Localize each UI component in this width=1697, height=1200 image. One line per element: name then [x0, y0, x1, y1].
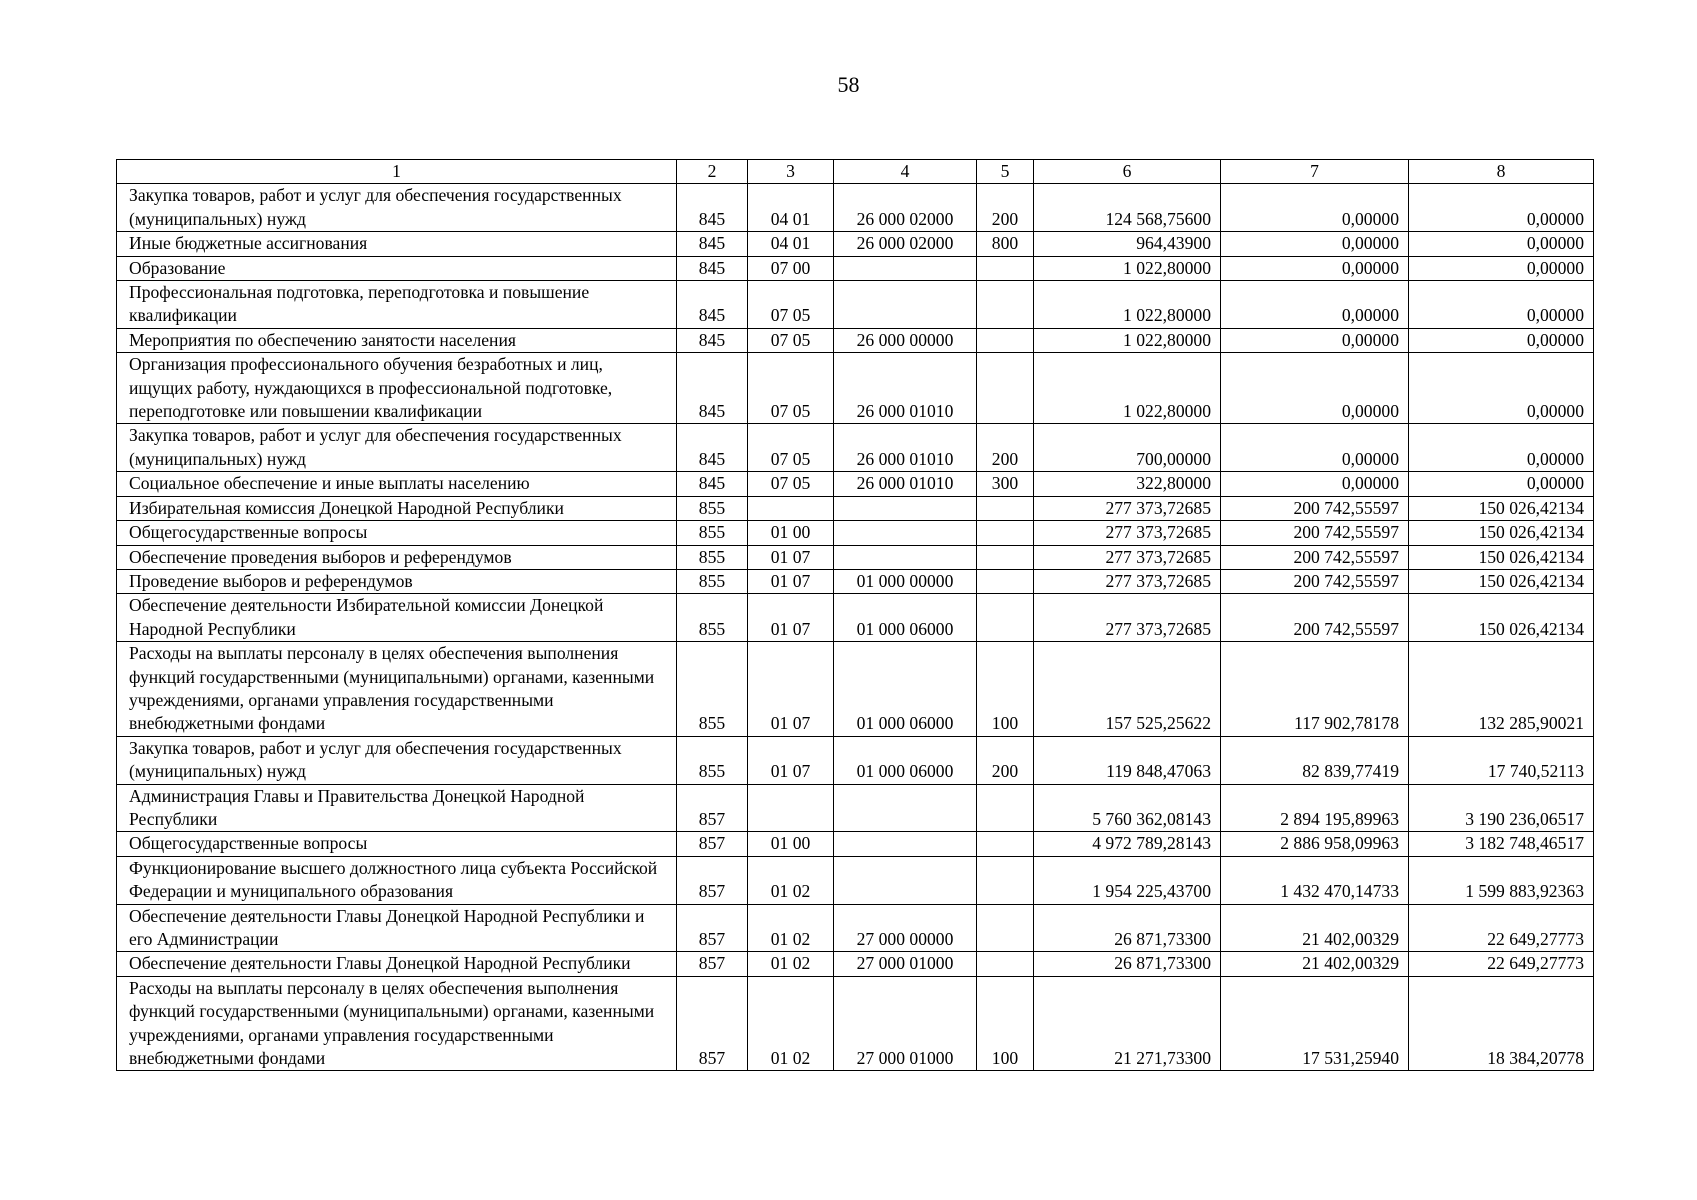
row-value-7-cell: 21 402,00329 — [1221, 904, 1409, 952]
row-value-6-cell: 119 848,47063 — [1034, 736, 1221, 784]
row-code-cell: 845 — [677, 424, 748, 472]
row-code-cell: 855 — [677, 642, 748, 737]
table-row — [117, 281, 1594, 329]
table-row — [117, 904, 1594, 952]
row-value-8-cell: 150 026,42134 — [1409, 521, 1594, 545]
row-expense-type-cell — [977, 784, 1034, 832]
row-article-cell — [834, 832, 977, 856]
row-section-cell: 04 01 — [748, 232, 834, 256]
row-value-8-cell: 0,00000 — [1409, 281, 1594, 329]
row-section-cell: 01 00 — [748, 521, 834, 545]
row-value-6-cell: 1 022,80000 — [1034, 328, 1221, 352]
row-section-cell: 01 07 — [748, 642, 834, 737]
row-name-cell: Иные бюджетные ассигнования — [117, 232, 677, 256]
row-value-6-cell: 26 871,73300 — [1034, 904, 1221, 952]
row-code-cell: 857 — [677, 856, 748, 904]
row-article-cell: 26 000 02000 — [834, 232, 977, 256]
row-expense-type-cell: 200 — [977, 184, 1034, 232]
row-article-cell — [834, 784, 977, 832]
row-value-7-cell: 0,00000 — [1221, 353, 1409, 424]
column-header: 5 — [977, 160, 1034, 184]
row-expense-type-cell — [977, 256, 1034, 280]
row-section-cell: 01 07 — [748, 569, 834, 593]
row-expense-type-cell — [977, 904, 1034, 952]
row-code-cell: 845 — [677, 353, 748, 424]
row-name-cell: Закупка товаров, работ и услуг для обеспечения государственных (муниципальных) нужд — [117, 424, 677, 472]
row-expense-type-cell — [977, 521, 1034, 545]
table-row — [117, 545, 1594, 569]
row-name-cell: Обеспечение деятельности Главы Донецкой Народной Республики — [117, 952, 677, 976]
row-name-cell: Обеспечение проведения выборов и референдумов — [117, 545, 677, 569]
table-row — [117, 594, 1594, 642]
row-article-cell — [834, 856, 977, 904]
row-code-cell: 845 — [677, 328, 748, 352]
row-value-6-cell: 700,00000 — [1034, 424, 1221, 472]
row-section-cell: 01 00 — [748, 832, 834, 856]
table-row — [117, 784, 1594, 832]
row-expense-type-cell — [977, 328, 1034, 352]
row-section-cell: 04 01 — [748, 184, 834, 232]
table-header-row — [117, 160, 1594, 184]
row-value-8-cell: 22 649,27773 — [1409, 904, 1594, 952]
row-expense-type-cell: 800 — [977, 232, 1034, 256]
column-header: 7 — [1221, 160, 1409, 184]
row-expense-type-cell: 200 — [977, 736, 1034, 784]
row-code-cell: 857 — [677, 976, 748, 1071]
page-number: 58 — [837, 72, 860, 97]
row-value-7-cell: 200 742,55597 — [1221, 521, 1409, 545]
row-value-7-cell: 0,00000 — [1221, 472, 1409, 496]
row-section-cell: 07 05 — [748, 424, 834, 472]
row-name-cell: Социальное обеспечение и иные выплаты населению — [117, 472, 677, 496]
row-value-7-cell: 21 402,00329 — [1221, 952, 1409, 976]
row-article-cell — [834, 521, 977, 545]
row-code-cell: 855 — [677, 496, 748, 520]
row-expense-type-cell — [977, 832, 1034, 856]
table-row — [117, 232, 1594, 256]
table-row — [117, 952, 1594, 976]
row-value-6-cell: 157 525,25622 — [1034, 642, 1221, 737]
row-code-cell: 845 — [677, 472, 748, 496]
table-row — [117, 472, 1594, 496]
column-header: 3 — [748, 160, 834, 184]
row-code-cell: 857 — [677, 832, 748, 856]
row-code-cell: 845 — [677, 184, 748, 232]
table-row — [117, 569, 1594, 593]
row-value-7-cell: 200 742,55597 — [1221, 569, 1409, 593]
row-section-cell: 01 02 — [748, 904, 834, 952]
row-section-cell: 01 02 — [748, 856, 834, 904]
column-header: 2 — [677, 160, 748, 184]
row-value-7-cell: 0,00000 — [1221, 328, 1409, 352]
row-value-8-cell: 150 026,42134 — [1409, 545, 1594, 569]
row-section-cell: 01 07 — [748, 594, 834, 642]
row-name-cell: Функционирование высшего должностного лица субъекта Российской Федерации и муниципального образования — [117, 856, 677, 904]
row-section-cell: 01 02 — [748, 952, 834, 976]
row-expense-type-cell — [977, 569, 1034, 593]
row-expense-type-cell — [977, 545, 1034, 569]
row-value-8-cell: 0,00000 — [1409, 424, 1594, 472]
row-value-7-cell: 0,00000 — [1221, 184, 1409, 232]
row-expense-type-cell: 300 — [977, 472, 1034, 496]
row-value-7-cell: 82 839,77419 — [1221, 736, 1409, 784]
row-section-cell — [748, 496, 834, 520]
row-value-7-cell: 0,00000 — [1221, 281, 1409, 329]
row-value-6-cell: 322,80000 — [1034, 472, 1221, 496]
row-expense-type-cell — [977, 952, 1034, 976]
row-value-7-cell: 200 742,55597 — [1221, 545, 1409, 569]
row-name-cell: Закупка товаров, работ и услуг для обеспечения государственных (муниципальных) нужд — [117, 736, 677, 784]
row-code-cell: 855 — [677, 569, 748, 593]
row-section-cell: 07 00 — [748, 256, 834, 280]
row-value-8-cell: 150 026,42134 — [1409, 569, 1594, 593]
row-name-cell: Проведение выборов и референдумов — [117, 569, 677, 593]
row-article-cell: 26 000 01010 — [834, 424, 977, 472]
row-code-cell: 855 — [677, 736, 748, 784]
row-code-cell: 857 — [677, 784, 748, 832]
row-article-cell — [834, 281, 977, 329]
row-article-cell — [834, 545, 977, 569]
row-code-cell: 855 — [677, 521, 748, 545]
row-value-8-cell: 0,00000 — [1409, 184, 1594, 232]
row-value-8-cell: 22 649,27773 — [1409, 952, 1594, 976]
row-value-7-cell: 17 531,25940 — [1221, 976, 1409, 1071]
row-value-7-cell: 200 742,55597 — [1221, 594, 1409, 642]
row-name-cell: Избирательная комиссия Донецкой Народной Республики — [117, 496, 677, 520]
row-name-cell: Обеспечение деятельности Избирательной комиссии Донецкой Народной Республики — [117, 594, 677, 642]
row-name-cell: Образование — [117, 256, 677, 280]
row-article-cell: 27 000 01000 — [834, 952, 977, 976]
row-value-8-cell: 18 384,20778 — [1409, 976, 1594, 1071]
row-value-7-cell: 2 886 958,09963 — [1221, 832, 1409, 856]
row-value-7-cell: 117 902,78178 — [1221, 642, 1409, 737]
row-value-8-cell: 3 190 236,06517 — [1409, 784, 1594, 832]
row-name-cell: Мероприятия по обеспечению занятости населения — [117, 328, 677, 352]
row-value-6-cell: 1 022,80000 — [1034, 353, 1221, 424]
row-value-7-cell: 1 432 470,14733 — [1221, 856, 1409, 904]
row-expense-type-cell — [977, 281, 1034, 329]
row-value-6-cell: 277 373,72685 — [1034, 545, 1221, 569]
table-row — [117, 184, 1594, 232]
row-name-cell: Закупка товаров, работ и услуг для обеспечения государственных (муниципальных) нужд — [117, 184, 677, 232]
row-expense-type-cell — [977, 594, 1034, 642]
row-name-cell: Общегосударственные вопросы — [117, 832, 677, 856]
row-value-6-cell: 277 373,72685 — [1034, 496, 1221, 520]
column-header: 6 — [1034, 160, 1221, 184]
row-name-cell: Обеспечение деятельности Главы Донецкой Народной Республики и его Администрации — [117, 904, 677, 952]
row-value-8-cell: 1 599 883,92363 — [1409, 856, 1594, 904]
row-value-6-cell: 1 954 225,43700 — [1034, 856, 1221, 904]
row-article-cell: 27 000 01000 — [834, 976, 977, 1071]
row-value-6-cell: 124 568,75600 — [1034, 184, 1221, 232]
row-expense-type-cell — [977, 496, 1034, 520]
table-body — [117, 184, 1594, 1071]
table-row — [117, 856, 1594, 904]
row-article-cell: 27 000 00000 — [834, 904, 977, 952]
row-name-cell: Организация профессионального обучения безработных и лиц, ищущих работу, нуждающихся в профессиональной подготовке, переподготовке или повышении квалификации — [117, 353, 677, 424]
row-value-6-cell: 26 871,73300 — [1034, 952, 1221, 976]
row-expense-type-cell: 100 — [977, 976, 1034, 1071]
row-value-8-cell: 17 740,52113 — [1409, 736, 1594, 784]
row-name-cell: Администрация Главы и Правительства Донецкой Народной Республики — [117, 784, 677, 832]
row-value-8-cell: 150 026,42134 — [1409, 496, 1594, 520]
row-value-6-cell: 1 022,80000 — [1034, 256, 1221, 280]
table-row — [117, 496, 1594, 520]
table-row — [117, 976, 1594, 1071]
table-row — [117, 256, 1594, 280]
row-article-cell: 26 000 01010 — [834, 353, 977, 424]
budget-table — [116, 159, 1594, 1071]
row-section-cell: 07 05 — [748, 353, 834, 424]
row-section-cell: 01 07 — [748, 545, 834, 569]
row-value-7-cell: 0,00000 — [1221, 424, 1409, 472]
row-value-6-cell: 21 271,73300 — [1034, 976, 1221, 1071]
row-value-8-cell: 0,00000 — [1409, 472, 1594, 496]
row-article-cell: 26 000 01010 — [834, 472, 977, 496]
row-article-cell: 01 000 00000 — [834, 569, 977, 593]
row-value-8-cell: 132 285,90021 — [1409, 642, 1594, 737]
row-code-cell: 855 — [677, 594, 748, 642]
row-code-cell: 845 — [677, 256, 748, 280]
row-value-6-cell: 4 972 789,28143 — [1034, 832, 1221, 856]
row-expense-type-cell: 200 — [977, 424, 1034, 472]
row-value-7-cell: 200 742,55597 — [1221, 496, 1409, 520]
row-name-cell: Общегосударственные вопросы — [117, 521, 677, 545]
row-value-6-cell: 277 373,72685 — [1034, 521, 1221, 545]
row-value-8-cell: 0,00000 — [1409, 353, 1594, 424]
row-value-7-cell: 2 894 195,89963 — [1221, 784, 1409, 832]
row-code-cell: 855 — [677, 545, 748, 569]
row-value-8-cell: 0,00000 — [1409, 232, 1594, 256]
row-code-cell: 857 — [677, 904, 748, 952]
table-row — [117, 353, 1594, 424]
column-header: 1 — [117, 160, 677, 184]
table-row — [117, 832, 1594, 856]
row-value-6-cell: 5 760 362,08143 — [1034, 784, 1221, 832]
row-article-cell: 26 000 02000 — [834, 184, 977, 232]
row-code-cell: 845 — [677, 281, 748, 329]
row-expense-type-cell — [977, 353, 1034, 424]
row-article-cell — [834, 256, 977, 280]
column-header: 8 — [1409, 160, 1594, 184]
row-value-6-cell: 277 373,72685 — [1034, 594, 1221, 642]
table-row — [117, 424, 1594, 472]
row-expense-type-cell — [977, 856, 1034, 904]
row-section-cell — [748, 784, 834, 832]
table-row — [117, 736, 1594, 784]
row-value-6-cell: 1 022,80000 — [1034, 281, 1221, 329]
row-article-cell: 01 000 06000 — [834, 736, 977, 784]
row-value-6-cell: 964,43900 — [1034, 232, 1221, 256]
row-value-7-cell: 0,00000 — [1221, 232, 1409, 256]
row-value-8-cell: 0,00000 — [1409, 328, 1594, 352]
row-value-8-cell: 150 026,42134 — [1409, 594, 1594, 642]
row-value-8-cell: 3 182 748,46517 — [1409, 832, 1594, 856]
row-code-cell: 857 — [677, 952, 748, 976]
row-section-cell: 07 05 — [748, 472, 834, 496]
row-value-8-cell: 0,00000 — [1409, 256, 1594, 280]
row-section-cell: 07 05 — [748, 328, 834, 352]
row-section-cell: 07 05 — [748, 281, 834, 329]
row-expense-type-cell: 100 — [977, 642, 1034, 737]
row-value-6-cell: 277 373,72685 — [1034, 569, 1221, 593]
row-name-cell: Расходы на выплаты персоналу в целях обеспечения выполнения функций государственными (муниципальными) органами, казенными учреждениями, органами управления государственными внебюджетными фондами — [117, 976, 677, 1071]
row-article-cell: 26 000 00000 — [834, 328, 977, 352]
table-row — [117, 328, 1594, 352]
row-section-cell: 01 02 — [748, 976, 834, 1071]
column-header: 4 — [834, 160, 977, 184]
row-section-cell: 01 07 — [748, 736, 834, 784]
row-name-cell: Профессиональная подготовка, переподготовка и повышение квалификации — [117, 281, 677, 329]
row-name-cell: Расходы на выплаты персоналу в целях обеспечения выполнения функций государственными (муниципальными) органами, казенными учреждениями, органами управления государственными внебюджетными фондами — [117, 642, 677, 737]
table-row — [117, 642, 1594, 737]
row-article-cell: 01 000 06000 — [834, 642, 977, 737]
table-row — [117, 521, 1594, 545]
row-value-7-cell: 0,00000 — [1221, 256, 1409, 280]
row-article-cell — [834, 496, 977, 520]
row-article-cell: 01 000 06000 — [834, 594, 977, 642]
row-code-cell: 845 — [677, 232, 748, 256]
